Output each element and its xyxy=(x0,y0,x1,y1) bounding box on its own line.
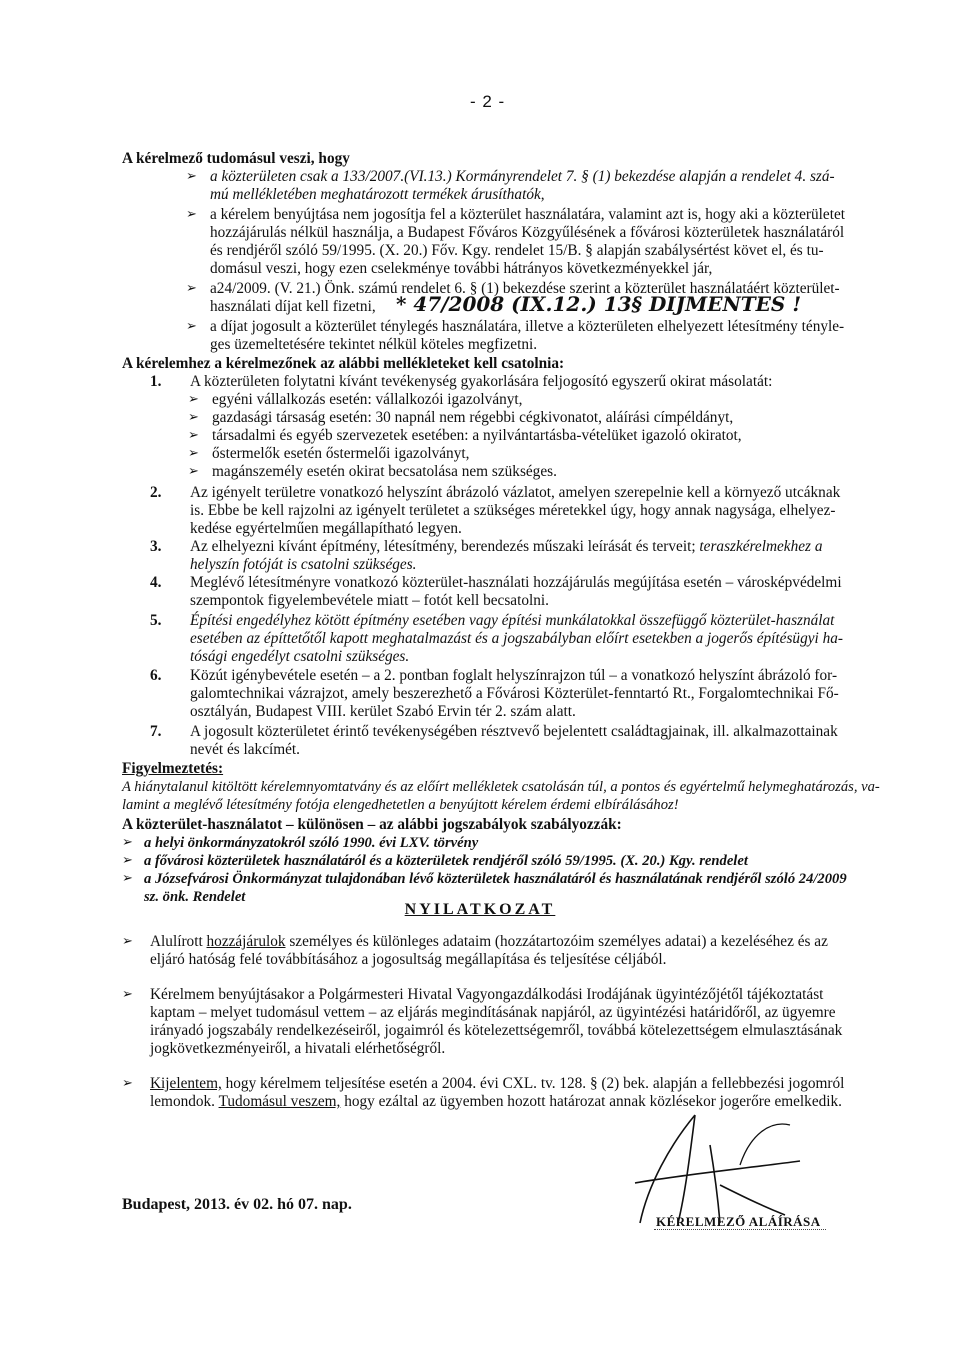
arrow-bullet-icon: ➢ xyxy=(186,207,197,222)
declaration-p1-line-1: Alulírott hozzájárulok személyes és különleges adataim (hozzátartozóim személyes adatai) a kezeléséhez és az xyxy=(150,933,828,950)
item-number: 6. xyxy=(150,667,162,684)
item-1-sub-4: őstermelők esetén őstermelői igazolványt, xyxy=(212,445,470,462)
item-1-sub-3: társadalmi és egyéb szervezetek esetében: a nyilvántartásba-vételüket igazoló okiratot, xyxy=(212,427,742,444)
item-number: 5. xyxy=(150,612,162,629)
intro-bullet-2-line-2: hozzájárulás nélkül használja, a Budapest Főváros Közgyűlésének a fővárosi közterületek használatáról xyxy=(210,224,845,241)
item-1-sub-1: egyéni vállalkozás esetén: vállalkozói igazolványt, xyxy=(212,391,523,408)
legal-heading: A közterület-használatot – különösen – az alábbi jogszabályok szabályozzák: xyxy=(122,816,622,833)
intro-bullet-1-line-1: a közterületen csak a 133/2007.(VI.13.) Kormányrendelet 7. § (1) bekezdése alapján a rendelet 4. szá- xyxy=(210,168,835,185)
declaration-title: NYILATKOZAT xyxy=(404,901,556,918)
legal-item-2: a fővárosi közterületek használatáról és a közterületek rendjéről szóló 59/1995. (X. 20.) Kgy. rendelet xyxy=(144,853,748,869)
declaration-p3-line-2: lemondok. Tudomásul veszem, hogy ezáltal az ügyemben hozott határozat annak közlésekor jogerőre emelkedik. xyxy=(150,1093,842,1110)
intro-bullet-2-line-4: domásul veszi, hogy ezen cselekménye további hátrányos következményekkel jár, xyxy=(210,260,713,277)
hand-drawn-arrow-icon: ➢ xyxy=(186,281,197,296)
intro-bullet-2-line-1: a kérelem benyújtása nem jogosítja fel a közterület használatára, valamint azt is, hogy aki a közterületet xyxy=(210,206,845,223)
intro-bullet-4-line-2: ges üzemeltetésére tekintet nélkül köteles megfizetni. xyxy=(210,336,538,353)
declaration-p2-line-1: Kérelmem benyújtásakor a Polgármesteri Hivatal Vagyongazdálkodási Irodájának ügyintézőjétől tájékoztatást xyxy=(150,986,824,1003)
declaration-p3-line-1: Kijelentem, hogy kérelmem teljesítése esetén a 2004. évi CXL. tv. 128. § (2) bek. alapján a fellebbezési jogomról xyxy=(150,1075,845,1092)
item-number: 7. xyxy=(150,723,162,740)
place-and-date: Budapest, 2013. év 02. hó 07. nap. xyxy=(122,1196,352,1213)
item-number: 2. xyxy=(150,484,162,501)
signature-label: KÉRELMEZŐ ALÁÍRÁSA xyxy=(656,1214,821,1229)
page-number: - 2 - xyxy=(470,92,506,111)
declaration-p2-line-3: irányadó jogszabály rendelkezéseiről, jogaimról és kötelezettségemről, továbbá kötelezettségem elmulasztásának xyxy=(150,1022,843,1039)
item-5-line-2: esetében az építtetőtől kapott meghatalmazást és a jogszabályban előírt esetekben a jogerős építésügyi ha- xyxy=(190,630,843,647)
declaration-p2-line-2: kaptam – melyet tudomásul vettem – az eljárás megindításának napjáról, az ügyintézési határidőről, az ügyemre xyxy=(150,1004,836,1021)
item-5-line-3: tósági engedélyt csatolni szükséges. xyxy=(190,648,410,665)
intro-bullet-3-line-2: használati díjat kell fizetni, xyxy=(210,298,376,315)
item-6-line-2: galomtechnikai vázrajzot, amely beszerezhető a Fővárosi Közterület-fenntartó Rt., Forgalomtechnikai Fő- xyxy=(190,685,839,702)
arrow-bullet-icon: ➢ xyxy=(122,871,133,886)
arrow-bullet-icon: ➢ xyxy=(186,319,197,334)
attachments-heading: A kérelemhez a kérelmezőnek az alábbi mellékleteket kell csatolnia: xyxy=(122,355,565,372)
item-7-line-1: A jogosult közterületet érintő tevékenységében résztvevő bejelentett családtagjainak, ill. alkalmazottainak xyxy=(190,723,838,740)
arrow-bullet-icon: ➢ xyxy=(122,1076,133,1091)
arrow-bullet-icon: ➢ xyxy=(188,464,199,479)
arrow-bullet-icon: ➢ xyxy=(188,392,199,407)
legal-item-3-line-2: sz. önk. Rendelet xyxy=(144,889,246,905)
arrow-bullet-icon: ➢ xyxy=(186,169,197,184)
arrow-bullet-icon: ➢ xyxy=(122,835,133,850)
warning-line-2: lamint a meglévő létesítmény fotója elengedhetetlen a benyújtott kérelem érdemi elbírálásához! xyxy=(122,797,679,813)
signature-line xyxy=(654,1229,826,1230)
arrow-bullet-icon: ➢ xyxy=(188,446,199,461)
item-1-sub-5: magánszemély esetén okirat becsatolása nem szükséges. xyxy=(212,463,557,480)
signature-image xyxy=(600,1105,860,1225)
declaration-p1-line-2: eljáró hatóság felé továbbításához a jogosultság megállapítása és teljesítése céljából. xyxy=(150,951,667,968)
item-6-line-3: osztályán, Budapest VIII. kerület Szabó Ervin tér 2. szám alatt. xyxy=(190,703,576,720)
item-number: 3. xyxy=(150,538,162,555)
item-7-line-2: nevét és lakcímét. xyxy=(190,741,301,758)
intro-bullet-2-line-3: és rendjéről szóló 59/1995. (X. 20.) Főv. Kgy. rendelet 15/B. § alapján szabálysértést követ el, és tu- xyxy=(210,242,824,259)
arrow-bullet-icon: ➢ xyxy=(188,410,199,425)
item-1-text: A közterületen folytatni kívánt tevékenység gyakorlására feljogosító egyszerű okirat másolatát: xyxy=(190,373,773,390)
arrow-bullet-icon: ➢ xyxy=(122,853,133,868)
item-5-line-1: Építési engedélyhez kötött építmény esetében vagy építési munkálatokkal összefüggő közterület-használat xyxy=(190,612,835,629)
item-3-line-1: Az elhelyezni kívánt építmény, létesítmény, berendezés műszaki leírását és terveit; teraszkérelmekhez a xyxy=(190,538,823,555)
arrow-bullet-icon: ➢ xyxy=(188,428,199,443)
warning-heading: Figyelmeztetés: xyxy=(122,760,224,777)
warning-line-1: A hiánytalanul kitöltött kérelemnyomtatvány és az előírt mellékletek csatolásán túl, a pontos és egyértelmű helymeghatározás, va- xyxy=(122,779,880,795)
item-4-line-2: szempontok figyelembevétele miatt – fotót kell becsatolni. xyxy=(190,592,549,609)
declaration-p2-line-4: jogkövetkezményeiről, a hivatali elérhetőségről. xyxy=(150,1040,446,1057)
item-2-line-2: is. Ebbe be kell rajzolni az igényelt területet a szükséges méretekkel úgy, hogy annak nagysága, elhelyez- xyxy=(190,502,836,519)
arrow-bullet-icon: ➢ xyxy=(122,987,133,1002)
item-2-line-3: kedése egyértelműen megállapítható legyen. xyxy=(190,520,462,537)
arrow-bullet-icon: ➢ xyxy=(122,934,133,949)
item-1-sub-2: gazdasági társaság esetén: 30 napnál nem régebbi cégkivonatot, aláírási címpéldányt, xyxy=(212,409,734,426)
legal-item-1: a helyi önkormányzatokról szóló 1990. évi LXV. törvény xyxy=(144,835,479,851)
legal-item-3: a Józsefvárosi Önkormányzat tulajdonában lévő közterületek használatáról és használatának rendjéről szóló 24/2009 xyxy=(144,871,847,887)
item-4-line-1: Meglévő létesítményre vonatkozó közterület-használati hozzájárulás megújítása esetén – városképvédelmi xyxy=(190,574,842,591)
intro-bullet-4-line-1: a díjat jogosult a közterület ténylegés használatára, illetve a közterületen elhelyezett létesítmény tényle- xyxy=(210,318,845,335)
item-3-line-2: helyszín fotóját is csatolni szükséges. xyxy=(190,556,417,573)
intro-heading: A kérelmező tudomásul veszi, hogy xyxy=(122,150,350,167)
item-number: 1. xyxy=(150,373,162,390)
item-2-line-1: Az igényelt területre vonatkozó helyszínt ábrázoló vázlatot, amelyen szerepelnie kell a környező utcáknak xyxy=(190,484,841,501)
item-number: 4. xyxy=(150,574,162,591)
handwritten-annotation: * 47/2008 (IX.12.) 13§ DIJMENTES ! xyxy=(396,292,802,316)
item-6-line-1: Közút igénybevétele esetén – a 2. pontban foglalt helyszínrajzon túl – a vonatkozó helyszínt ábrázoló for- xyxy=(190,667,838,684)
intro-bullet-3-line-1: a24/2009. (V. 21.) Önk. számú rendelet 6. § (1) bekezdése szerint a közterület használatáért közterület- xyxy=(210,280,840,297)
intro-bullet-1-line-2: mú mellékletében meghatározott termékek árusíthatók, xyxy=(210,186,545,203)
